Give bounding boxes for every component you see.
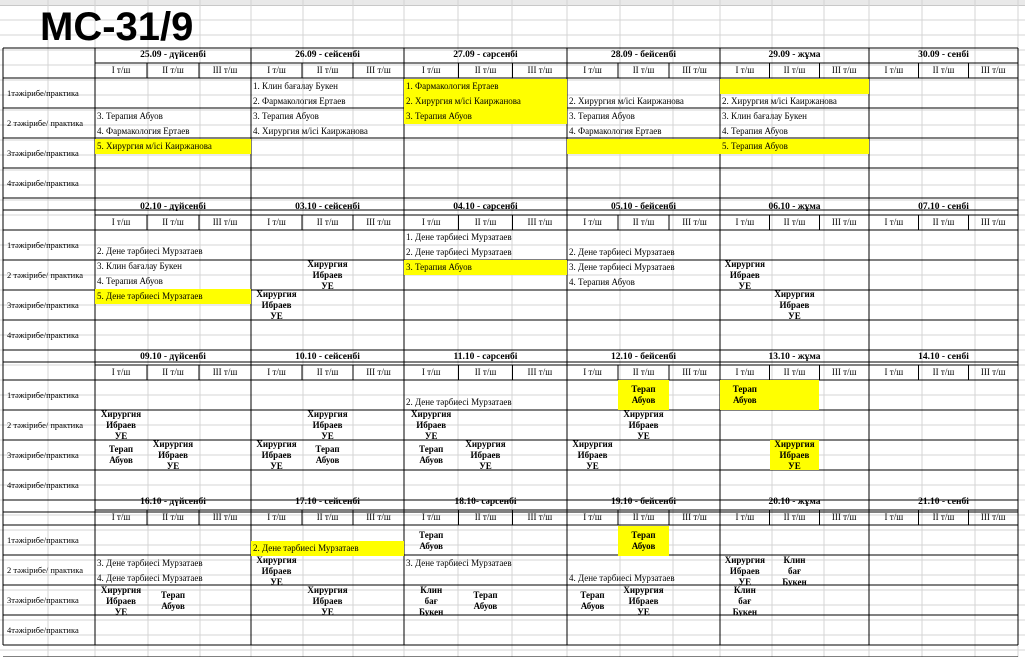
day-header: 03.10 - сейсенбі [295, 202, 360, 212]
day-header: 05.10 - бейсенбі [610, 202, 676, 212]
schedule-entry[interactable]: 2. Хирургия м/ісі Каиржанова [404, 94, 567, 109]
subgroup-header: ІІ т/ш [632, 217, 655, 227]
day-header: 27.09 - сәрсенбі [453, 50, 518, 60]
subgroup-header: ІІІ т/ш [366, 512, 391, 522]
subgroup-header: І т/ш [267, 367, 286, 377]
subgroup-header: І т/ш [735, 512, 755, 522]
day-header: 19.10 - бейсенбі [610, 497, 676, 507]
schedule-entry[interactable]: 4. Хирургия м/ісі Каиржанова [253, 126, 368, 136]
subgroup-header: ІІ т/ш [783, 512, 806, 522]
day-header: 13.10 - жұма [768, 352, 821, 362]
row-label: 4тәжірибе/практика [7, 625, 79, 635]
subgroup-header: І т/ш [421, 512, 441, 522]
row-label: 3тәжірибе/практика [7, 300, 79, 310]
subgroup-header: І т/ш [884, 217, 904, 227]
subgroup-header: ІІІ т/ш [527, 367, 553, 377]
page-title: МС-31/9 [40, 5, 194, 49]
day-header: 28.09 - бейсенбі [610, 50, 676, 60]
subgroup-header: І т/ш [111, 367, 131, 377]
schedule-entry[interactable]: Терап Абуов [618, 380, 669, 410]
subgroup-header: ІІ т/ш [162, 367, 184, 377]
subgroup-header: ІІ т/ш [316, 367, 339, 377]
day-header: 16.10 - дүйсенбі [140, 497, 206, 507]
subgroup-header: ІІІ т/ш [366, 367, 391, 377]
day-header: 14.10 - сенбі [918, 352, 969, 362]
schedule-entry[interactable]: Хирургия Ибраев УЕ [623, 410, 664, 440]
subgroup-header: ІІІ т/ш [831, 217, 857, 227]
subgroup-header: ІІІ т/ш [212, 512, 238, 522]
subgroup-header: ІІ т/ш [316, 217, 339, 227]
subgroup-header: І т/ш [267, 512, 286, 522]
subgroup-header: ІІ т/ш [783, 217, 806, 227]
row-label: 1тәжірибе/практика [7, 240, 79, 250]
subgroup-header: ІІІ т/ш [682, 512, 707, 522]
subgroup-header: ІІ т/ш [632, 512, 655, 522]
subgroup-header: ІІІ т/ш [980, 367, 1006, 377]
schedule-entry[interactable]: Хирургия Ибраев УЕ [724, 556, 765, 586]
row-label: 2 тәжірибе/ практика [7, 270, 83, 280]
schedule-entry[interactable]: Хирургия Ибраев УЕ [572, 440, 613, 470]
subgroup-header: ІІ т/ш [316, 512, 339, 522]
subgroup-header: ІІІ т/ш [682, 65, 707, 75]
day-header: 25.09 - дүйсенбі [140, 50, 206, 60]
day-header: 17.10 - сейсенбі [295, 497, 360, 507]
subgroup-header: ІІ т/ш [783, 65, 806, 75]
subgroup-header: ІІ т/ш [932, 65, 955, 75]
schedule-entry[interactable]: 3. Дене тәрбиесі Мурзатаев [406, 558, 512, 568]
subgroup-header: І т/ш [111, 512, 131, 522]
subgroup-header: ІІІ т/ш [980, 65, 1006, 75]
schedule-entry[interactable]: 2. Дене тәрбиесі Мурзатаев [251, 541, 404, 556]
schedule-entry[interactable]: Терап Абуов [720, 380, 770, 410]
subgroup-header: І т/ш [111, 65, 131, 75]
subgroup-header: І т/ш [583, 367, 602, 377]
row-label: 1тәжірибе/практика [7, 88, 79, 98]
schedule-entry[interactable]: Хирургия Ибраев УЕ [465, 440, 506, 470]
schedule-entry[interactable]: Терап Абуов [580, 590, 605, 611]
subgroup-header: ІІ т/ш [162, 512, 184, 522]
row-label: 1тәжірибе/практика [7, 390, 79, 400]
schedule-entry[interactable]: 4. Фармакология Ертаев [97, 126, 190, 136]
day-header: 02.10 - дүйсенбі [140, 202, 206, 212]
subgroup-header: ІІ т/ш [932, 367, 955, 377]
schedule-entry[interactable]: 4. Терапия Абуов [569, 277, 635, 287]
subgroup-header: ІІ т/ш [316, 65, 339, 75]
subgroup-header: ІІ т/ш [783, 367, 806, 377]
schedule-entry[interactable]: 2. Хирургия м/ісі Каиржанова [569, 96, 684, 106]
schedule-entry[interactable]: Хирургия Ибраев УЕ [774, 290, 815, 320]
day-header: 10.10 - сейсенбі [295, 352, 360, 362]
schedule-entry[interactable]: 2. Фармакология Ертаев [253, 96, 346, 106]
subgroup-header: І т/ш [421, 65, 441, 75]
subgroup-header: ІІІ т/ш [682, 367, 707, 377]
schedule-entry[interactable]: Хирургия Ибраев УЕ [256, 440, 297, 470]
day-header: 26.09 - сейсенбі [295, 50, 360, 60]
schedule-entry[interactable]: 1. Дене тәрбиесі Мурзатаев [406, 232, 512, 242]
schedule-entry[interactable]: 3. Клин бағалау Букен [722, 111, 807, 121]
subgroup-header: ІІ т/ш [632, 367, 655, 377]
subgroup-header: ІІІ т/ш [527, 65, 553, 75]
schedule-entry[interactable]: 1. Клин бағалау Букен [253, 81, 338, 91]
subgroup-header: І т/ш [735, 367, 755, 377]
schedule-entry[interactable]: 3. Терапия Абуов [569, 111, 635, 121]
schedule-entry[interactable]: 3. Клин бағалау Букен [97, 261, 182, 271]
schedule-entry[interactable]: Терап Абуов [160, 590, 186, 611]
schedule-entry[interactable]: Хирургия Ибраев УЕ [307, 586, 348, 616]
subgroup-header: ІІІ т/ш [366, 65, 391, 75]
schedule-entry[interactable]: Хирургия Ибраев УЕ [256, 290, 297, 320]
day-header: 20.10 - жұма [768, 497, 821, 507]
row-label: 2 тәжірибе/ практика [7, 420, 83, 430]
schedule-entry[interactable]: 3. Терапия Абуов [404, 260, 567, 275]
subgroup-header: І т/ш [421, 367, 441, 377]
subgroup-header: ІІ т/ш [474, 65, 497, 75]
day-header: 30.09 - сенбі [918, 50, 969, 60]
subgroup-header: ІІІ т/ш [831, 367, 857, 377]
row-label: 4тәжірибе/практика [7, 330, 79, 340]
schedule-entry[interactable]: Хирургия Ибраев УЕ [770, 440, 820, 470]
subgroup-header: І т/ш [735, 217, 755, 227]
subgroup-header: І т/ш [267, 217, 286, 227]
subgroup-header: ІІ т/ш [932, 512, 955, 522]
subgroup-header: ІІІ т/ш [527, 217, 553, 227]
day-header: 12.10 - бейсенбі [610, 352, 676, 362]
schedule-entry[interactable]: 2. Дене тәрбиесі Мурзатаев [97, 246, 203, 256]
subgroup-header: ІІІ т/ш [212, 367, 238, 377]
subgroup-header: ІІІ т/ш [831, 512, 857, 522]
subgroup-header: ІІ т/ш [932, 217, 955, 227]
subgroup-header: ІІІ т/ш [212, 65, 238, 75]
subgroup-header: І т/ш [111, 217, 131, 227]
row-label: 4тәжірибе/практика [7, 178, 79, 188]
schedule-entry[interactable]: Клин бағ Букен [782, 556, 807, 586]
subgroup-header: ІІ т/ш [474, 512, 497, 522]
schedule-entry[interactable]: 4. Терапия Абуов [722, 126, 788, 136]
subgroup-header: І т/ш [421, 217, 441, 227]
schedule-entry[interactable]: Хирургия Ибраев УЕ [307, 410, 348, 440]
subgroup-header: ІІІ т/ш [980, 512, 1006, 522]
row-label: 3тәжірибе/практика [7, 450, 79, 460]
schedule-entry[interactable]: Клин бағ Букен [418, 586, 444, 616]
subgroup-header: І т/ш [583, 512, 602, 522]
highlighted-cell [567, 139, 720, 154]
subgroup-header: І т/ш [884, 65, 904, 75]
row-label: 4тәжірибе/практика [7, 480, 79, 490]
schedule-entry[interactable]: Хирургия Ибраев УЕ [724, 260, 765, 290]
day-header: 07.10 - сенбі [918, 202, 969, 212]
schedule-entry[interactable]: Клин бағ Букен [732, 586, 758, 616]
subgroup-header: ІІ т/ш [162, 217, 184, 227]
schedule-entry[interactable]: Терап Абуов [419, 530, 444, 551]
schedule-entry[interactable]: Хирургия Ибраев УЕ [256, 556, 297, 586]
subgroup-header: І т/ш [884, 367, 904, 377]
subgroup-header: ІІІ т/ш [980, 217, 1006, 227]
subgroup-header: ІІІ т/ш [212, 217, 238, 227]
schedule-entry[interactable]: Хирургия Ибраев УЕ [307, 260, 348, 290]
schedule-entry[interactable]: 2. Дене тәрбиесі Мурзатаев [569, 247, 675, 257]
schedule-entry[interactable]: Терап Абуов [419, 444, 444, 465]
subgroup-header: ІІІ т/ш [366, 217, 391, 227]
schedule-entry[interactable]: 3. Терапия Абуов [404, 109, 567, 124]
highlighted-cell [720, 79, 869, 94]
schedule-entry[interactable]: Хирургия Ибраев УЕ [152, 440, 194, 470]
schedule-entry[interactable]: 5. Дене тәрбиесі Мурзатаев [95, 289, 251, 304]
day-header: 18.10- сәрсенбі [454, 497, 517, 507]
schedule-entry[interactable]: 4. Дене тәрбиесі Мурзатаев [569, 573, 675, 583]
day-header: 11.10 - сәрсенбі [453, 352, 518, 362]
subgroup-header: ІІ т/ш [632, 65, 655, 75]
schedule-entry[interactable]: 4. Дене тәрбиесі Мурзатаев [97, 573, 203, 583]
schedule-entry[interactable]: Терап Абуов [473, 590, 498, 611]
schedule-entry[interactable]: 4. Фармакология Ертаев [569, 126, 662, 136]
schedule-entry[interactable]: 2. Дене тәрбиесі Мурзатаев [406, 247, 512, 257]
day-header: 09.10 - дүйсенбі [140, 352, 206, 362]
schedule-entry[interactable]: Хирургия Ибраев УЕ [100, 410, 142, 440]
row-label: 2 тәжірибе/ практика [7, 118, 83, 128]
subgroup-header: І т/ш [583, 217, 602, 227]
schedule-entry[interactable]: 1. Фармакология Ертаев [404, 79, 567, 94]
day-header: 29.09 - жұма [768, 50, 821, 60]
schedule-entry[interactable]: 5. Терапия Абуов [720, 139, 869, 154]
schedule-entry[interactable]: 4. Терапия Абуов [97, 276, 163, 286]
day-header: 04.10 - сәрсенбі [453, 202, 518, 212]
schedule-entry[interactable]: Терап Абуов [108, 444, 134, 465]
schedule-entry[interactable]: 5. Хирургия м/ісі Каиржанова [95, 139, 251, 154]
schedule-entry[interactable]: Терап Абуов [618, 526, 669, 556]
day-header: 06.10 - жұма [768, 202, 821, 212]
subgroup-header: І т/ш [884, 512, 904, 522]
subgroup-header: ІІ т/ш [474, 217, 497, 227]
schedule-entry[interactable]: 3. Терапия Абуов [253, 111, 319, 121]
row-label: 3тәжірибе/практика [7, 595, 79, 605]
schedule-entry[interactable]: Терап Абуов [315, 444, 340, 465]
subgroup-header: ІІІ т/ш [831, 65, 857, 75]
subgroup-header: І т/ш [583, 65, 602, 75]
schedule-entry[interactable]: 2. Хирургия м/ісі Каиржанова [722, 96, 837, 106]
subgroup-header: ІІІ т/ш [527, 512, 553, 522]
subgroup-header: ІІІ т/ш [682, 217, 707, 227]
subgroup-header: ІІ т/ш [162, 65, 184, 75]
schedule-entry[interactable]: Хирургия Ибраев УЕ [100, 586, 142, 616]
day-header: 21.10 - сенбі [918, 497, 969, 507]
schedule-entry[interactable]: 3. Дене тәрбиесі Мурзатаев [569, 262, 675, 272]
schedule-entry[interactable]: Хирургия Ибраев УЕ [411, 410, 452, 440]
row-label: 2 тәжірибе/ практика [7, 565, 83, 575]
schedule-entry[interactable]: 3. Дене тәрбиесі Мурзатаев [97, 558, 203, 568]
subgroup-header: І т/ш [267, 65, 286, 75]
row-label: 1тәжірибе/практика [7, 535, 79, 545]
schedule-entry[interactable]: 2. Дене тәрбиесі Мурзатаев [406, 397, 512, 407]
schedule-entry[interactable]: Хирургия Ибраев УЕ [623, 586, 664, 616]
highlighted-cell [770, 380, 820, 410]
subgroup-header: І т/ш [735, 65, 755, 75]
schedule-entry[interactable]: 3. Терапия Абуов [97, 111, 163, 121]
subgroup-header: ІІ т/ш [474, 367, 497, 377]
row-label: 3тәжірибе/практика [7, 148, 79, 158]
